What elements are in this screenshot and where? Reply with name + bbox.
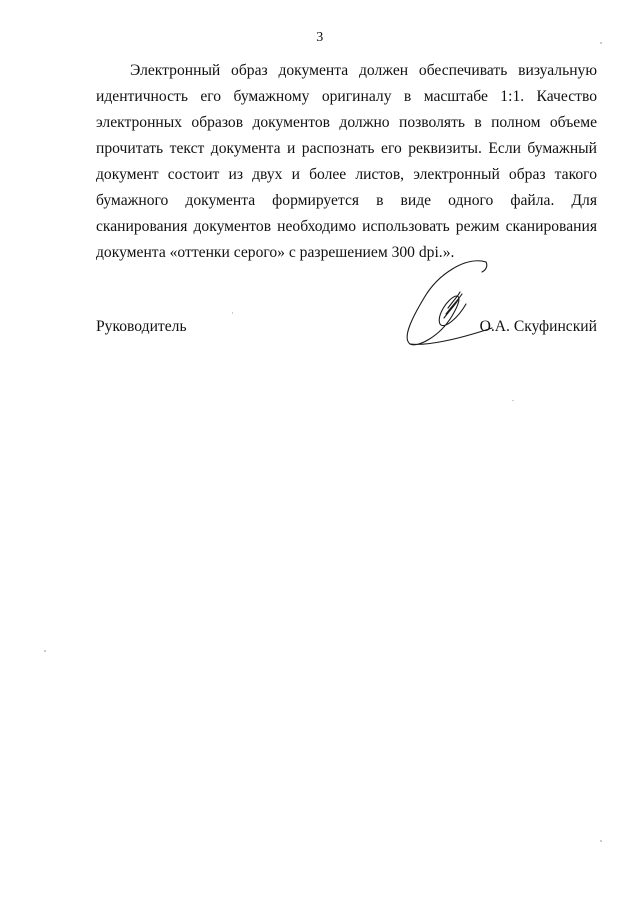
scan-speck — [232, 312, 233, 314]
signatory-title: Руководитель — [96, 318, 187, 335]
body-paragraph: Электронный образ документа должен обеспечивать визуальную идентичность его бумажному оригиналу в масштабе 1:1. Качество электронных образов документов должно позволять в полном объеме прочитать текст документа и распознать его реквизиты. Если бумажный документ состоит из двух и более листов, электронный образ такого бумажного документа формируется в виде одного файла. Для сканирования документов необходимо использовать режим сканирования документа «оттенки серого» с разрешением 300 dpi.». — [96, 62, 597, 261]
signatory-name: О.А. Скуфинский — [479, 318, 597, 335]
scan-speck — [600, 840, 602, 842]
scan-speck — [600, 42, 602, 44]
page-number: 3 — [316, 30, 324, 45]
scan-speck — [512, 400, 514, 401]
scan-speck — [44, 650, 46, 652]
document-body — [96, 58, 597, 266]
signature-row — [96, 318, 597, 342]
